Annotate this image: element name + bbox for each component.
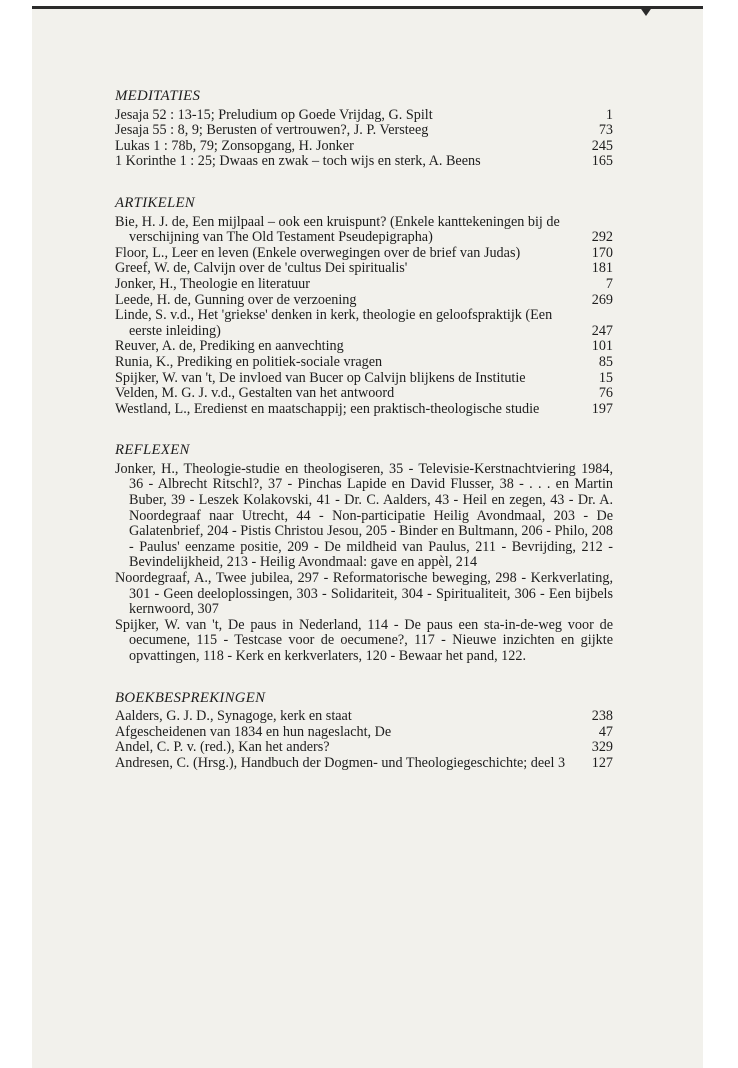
entry-text: Afgescheidenen van 1834 en hun nageslacht, De — [115, 723, 392, 740]
entry-text: Jesaja 52 : 13-15; Preludium op Goede Vrijdag, G. Spilt — [115, 106, 433, 123]
entry-text: Greef, W. de, Calvijn over de 'cultus Dei spiritualis' — [115, 260, 408, 277]
section-heading: ARTIKELEN — [115, 194, 195, 211]
entry-text: Jesaja 55 : 8, 9; Berusten of vertrouwen?, J. P. Versteeg — [115, 122, 429, 139]
entry-page-number: 85 — [598, 353, 613, 370]
index-entry — [115, 277, 613, 293]
reflexen-paragraph: Jonker, H., Theologie-studie en theologiseren, 35 - Televisie-Kerstnachtviering 1984, 36 - Albrecht Ritschl?, 37 - Pinchas Lapide en David Flusser, 38 - . . . en Martin Buber, 39 - Leszek Kolakovski, 41 - Dr. C. Aalders, 43 - Heil en zegen, 43 - Dr. A. Noordegraaf naar Utrecht, 44 - Non-participatie Heilig Avondmaal, 203 - De Galatenbrief, 204 - Pistis Christou Jesou, 205 - Binder en Bultmann, 206 - Philo, 208 - Paulus' eenzame positie, 209 - De mildheid van Paulus, 211 - Bevrijding, 212 - Bevindelijkheid, 213 - Heilig Avondmaal: gave en appèl, 214 — [115, 460, 613, 571]
index-entry — [115, 246, 613, 262]
index-entry — [115, 709, 613, 725]
entry-text: Linde, S. v.d., Het 'griekse' denken in kerk, theologie en geloofspraktijk (Een eerste inleiding) — [115, 307, 553, 339]
entry-page-number: 7 — [605, 275, 613, 292]
entry-text: Reuver, A. de, Prediking en aanvechting — [115, 338, 344, 355]
section-artikelen — [115, 196, 613, 417]
entry-text: Westland, L., Eredienst en maatschappij; een praktisch-theologische studie — [115, 400, 540, 417]
entry-page-number: 15 — [598, 369, 613, 386]
index-entry — [115, 725, 613, 741]
entry-page-number: 247 — [591, 322, 613, 339]
entry-page-number: 238 — [591, 708, 613, 725]
index-entry — [115, 215, 613, 246]
entry-page-number: 47 — [598, 723, 613, 740]
index-entry — [115, 386, 613, 402]
index-entry — [115, 123, 613, 139]
entry-text: Leede, H. de, Gunning over de verzoening — [115, 291, 357, 308]
entry-page-number: 269 — [591, 291, 613, 308]
section-meditaties — [115, 89, 613, 170]
entry-text: Jonker, H., Theologie en literatuur — [115, 275, 310, 292]
entry-text: 1 Korinthe 1 : 25; Dwaas en zwak – toch wijs en sterk, A. Beens — [115, 153, 481, 170]
index-entry — [115, 402, 613, 418]
entry-page-number: 101 — [591, 338, 613, 355]
entry-page-number: 329 — [591, 739, 613, 756]
entry-text: Andresen, C. (Hrsg.), Handbuch der Dogmen- und Theologiegeschichte; deel 3 — [115, 754, 566, 771]
entry-page-number: 76 — [598, 385, 613, 402]
entry-page-number: 127 — [591, 754, 613, 771]
entry-text: Spijker, W. van 't, De invloed van Bucer op Calvijn blijkens de Institutie — [115, 369, 526, 386]
entry-text: Aalders, G. J. D., Synagoge, kerk en staat — [115, 708, 352, 725]
index-entry — [115, 139, 613, 155]
section-heading: BOEKBESPREKINGEN — [115, 689, 266, 706]
index-entry — [115, 108, 613, 124]
index-entry — [115, 154, 613, 170]
entry-text: Velden, M. G. J. v.d., Gestalten van het antwoord — [115, 385, 395, 402]
document-page — [32, 6, 703, 1068]
reflexen-paragraph: Spijker, W. van 't, De paus in Nederland, 114 - De paus een sta-in-de-weg voor de oecumene, 115 - Testcase voor de oecumene?, 117 - Nieuwe inzichten en gijkte opvattingen, 118 - Kerk en kerkverlaters, 120 - Bewaar het pand, 122. — [115, 616, 613, 664]
index-entry — [115, 339, 613, 355]
section-boekbesprekingen — [115, 691, 613, 772]
entry-page-number: 181 — [591, 260, 613, 277]
section-heading: REFLEXEN — [115, 442, 190, 459]
index-entry — [115, 371, 613, 387]
entry-text: Runia, K., Prediking en politiek-sociale vragen — [115, 353, 383, 370]
index-entry — [115, 740, 613, 756]
page-corner-mark — [639, 6, 653, 16]
index-entry — [115, 261, 613, 277]
index-entry — [115, 355, 613, 371]
reflexen-paragraph: Noordegraaf, A., Twee jubilea, 297 - Reformatorische beweging, 298 - Kerkverlating, 301 - Geen deeloplossingen, 303 - Solidariteit, 304 - Spiritualiteit, 306 - Een bijbels kernwoord, 307 — [115, 570, 613, 618]
entry-page-number: 1 — [605, 106, 613, 123]
entry-page-number: 292 — [591, 229, 613, 246]
index-entry — [115, 308, 613, 339]
entry-text: Bie, H. J. de, Een mijlpaal – ook een kruispunt? (Enkele kanttekeningen bij de verschijning van The Old Testament Pseudepigrapha) — [115, 213, 560, 246]
index-entry — [115, 293, 613, 309]
entry-page-number: 170 — [591, 244, 613, 261]
entry-page-number: 197 — [591, 400, 613, 417]
entry-text: Andel, C. P. v. (red.), Kan het anders? — [115, 739, 330, 756]
index-content — [115, 89, 613, 798]
entry-text: Floor, L., Leer en leven (Enkele overwegingen over de brief van Judas) — [115, 244, 521, 261]
entry-page-number: 165 — [591, 153, 613, 170]
entry-page-number: 245 — [591, 137, 613, 154]
section-reflexen — [115, 443, 613, 664]
entry-page-number: 73 — [598, 122, 613, 139]
section-heading: MEDITATIES — [115, 88, 201, 104]
index-entry — [115, 756, 613, 772]
entry-text: Lukas 1 : 78b, 79; Zonsopgang, H. Jonker — [115, 137, 354, 154]
